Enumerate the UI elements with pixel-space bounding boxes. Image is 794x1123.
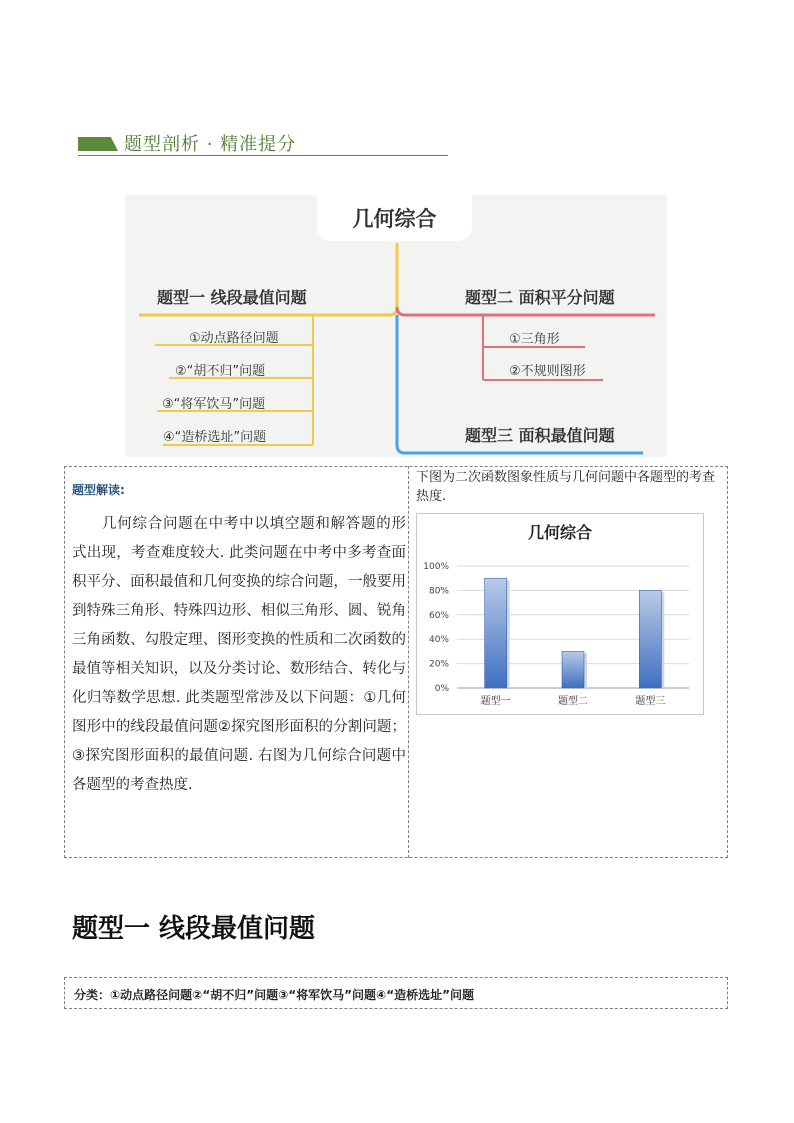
- branch2-item: ②不规则图形: [509, 364, 586, 379]
- branch2-line: [397, 307, 655, 315]
- info-label: 题型解读:: [72, 483, 125, 497]
- section-header-bar: [78, 137, 118, 151]
- y-tick-label: 60%: [428, 610, 449, 621]
- y-tick-label: 100%: [423, 562, 449, 572]
- branch2-item: ①三角形: [509, 332, 560, 347]
- branch1-title: 题型一 线段最值问题: [157, 288, 307, 307]
- y-tick-label: 40%: [428, 635, 449, 646]
- chart-caption: 下图为二次函数图象性质与几何问题中各题型的考查热度.: [416, 470, 716, 504]
- x-category-label: 题型一: [480, 696, 511, 707]
- chart-container: [416, 513, 704, 715]
- branch2-title: 题型二 面积平分问题: [465, 288, 615, 307]
- branch1-item: ②“胡不归”问题: [175, 364, 266, 379]
- info-paragraph: 几何综合问题在中考中以填空题和解答题的形式出现，考查难度较大. 此类问题在中考中多考查面积平分、面积最值和几何变换的综合问题，一般要用到特殊三角形、特殊四边形、相似三角形、圆、锐角三角函数、勾股定理、图形变换的性质和二次函数的最值等相关知识，以及分类讨论、数形结合、转化与化归等数学思想. 此类题型常涉及以下问题：①几何图形中的线段最值问题②探究图形面积的分割问题；③探究图形面积的最值问题. 右图为几何综合问题中各题型的考查热度.: [72, 516, 406, 793]
- branch1-item: ③“将军饮马”问题: [162, 397, 266, 412]
- branch1-item: ④“造桥选址”问题: [163, 430, 267, 445]
- branch3-title: 题型三 面积最值问题: [465, 426, 615, 445]
- mind-map: [125, 195, 667, 457]
- x-category-label: 题型三: [635, 696, 666, 707]
- section-header: [78, 130, 448, 156]
- x-category-label: 题型二: [558, 696, 588, 707]
- mind-map-title: 几何综合: [317, 195, 472, 241]
- section-title: 题型剖析 · 精准提分: [124, 134, 297, 155]
- y-tick-label: 20%: [428, 659, 449, 670]
- bar-1: [485, 578, 507, 688]
- type1-heading: 题型一 线段最值问题: [72, 914, 316, 944]
- y-tick-label: 0%: [434, 684, 449, 694]
- bar-3: [639, 590, 661, 688]
- branch1-item: ①动点路径问题: [189, 331, 279, 346]
- info-divider: [408, 466, 409, 858]
- bar-2: [562, 651, 584, 688]
- chart-title: 几何综合: [527, 523, 593, 542]
- y-tick-label: 80%: [428, 586, 449, 597]
- section-underline: [78, 155, 448, 156]
- bar-chart: [417, 514, 703, 714]
- classification-text: 分类：①动点路径问题②“胡不归”问题③“将军饮马”问题④“造桥选址”问题: [74, 988, 474, 1002]
